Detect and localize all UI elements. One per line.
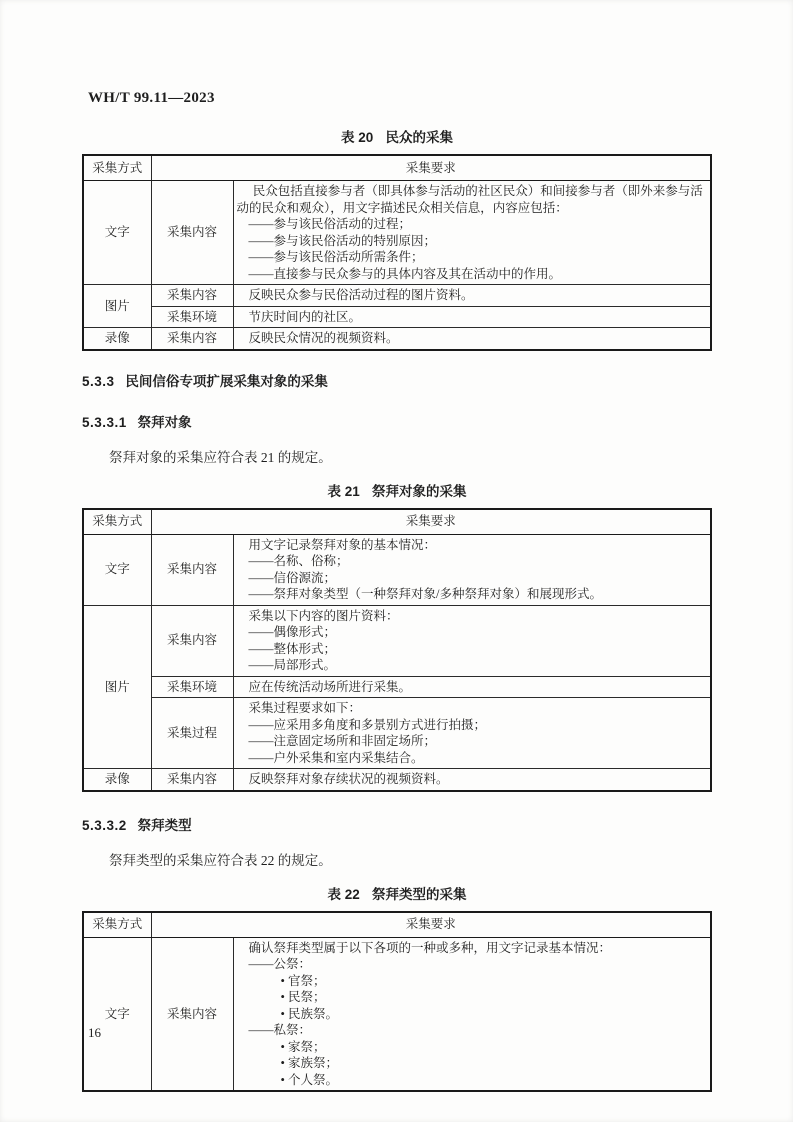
requirement-line: 反映民众参与民俗活动过程的图片资料。 bbox=[248, 288, 474, 302]
table22-title bbox=[82, 883, 712, 903]
requirement-cell bbox=[233, 181, 711, 285]
requirement-line: 用文字记录祭拜对象的基本情况： bbox=[248, 537, 437, 552]
table22-header-row bbox=[83, 912, 711, 938]
requirement-cell bbox=[233, 605, 711, 676]
method-cell: 文字 bbox=[83, 937, 151, 1091]
table22 bbox=[82, 911, 712, 1093]
section-heading-5-3-3 bbox=[82, 370, 712, 390]
table-row bbox=[83, 698, 711, 769]
section-title: 民间信俗专项扩展采集对象的采集 bbox=[125, 373, 328, 389]
requirement-line: • 家祭； bbox=[280, 1039, 326, 1054]
aspect-cell: 采集内容 bbox=[151, 181, 233, 285]
method-cell: 录像 bbox=[83, 769, 151, 791]
aspect-cell: 采集内容 bbox=[151, 937, 233, 1091]
requirement-line: 节庆时间内的社区。 bbox=[248, 309, 362, 324]
section-number: 5.3.3.1 bbox=[82, 414, 127, 430]
requirement-cell bbox=[233, 328, 711, 350]
requirement-cell bbox=[233, 306, 711, 328]
requirement-line: 民众包括直接参与者（即具体参与活动的社区民众）和间接参与者（即外来参与活动的民众和观众），用文字描述民众相关信息，内容应包括： bbox=[236, 184, 703, 215]
requirement-cell bbox=[233, 937, 711, 1091]
table-row bbox=[83, 328, 711, 350]
table20 bbox=[82, 154, 712, 351]
table22-header-requirement: 采集要求 bbox=[151, 912, 711, 938]
requirement-cell bbox=[233, 769, 711, 791]
requirement-line: ——名称、俗称； bbox=[248, 554, 349, 568]
requirement-line: • 官祭； bbox=[280, 973, 326, 988]
table-row bbox=[83, 285, 711, 307]
aspect-cell: 采集环境 bbox=[151, 676, 233, 698]
method-cell: 文字 bbox=[83, 181, 151, 285]
requirement-line: 采集以下内容的图片资料： bbox=[248, 608, 399, 623]
standard-number: WH/T 99.11—2023 bbox=[88, 90, 215, 106]
method-cell: 图片 bbox=[83, 285, 151, 328]
requirement-line: ——参与该民俗活动的过程； bbox=[248, 217, 412, 231]
requirement-line: ——整体形式； bbox=[248, 641, 337, 656]
requirement-line: ——偶像形式； bbox=[248, 625, 337, 639]
section-number: 5.3.3 bbox=[82, 373, 115, 389]
aspect-cell: 采集过程 bbox=[151, 698, 233, 769]
aspect-cell: 采集内容 bbox=[151, 328, 233, 350]
table-row bbox=[83, 534, 711, 605]
requirement-line: ——注意固定场所和非固定场所； bbox=[248, 734, 437, 748]
table21-header-method: 采集方式 bbox=[83, 509, 151, 535]
table22-title-name: 祭拜类型的采集 bbox=[371, 886, 467, 902]
method-cell: 文字 bbox=[83, 534, 151, 605]
table-row bbox=[83, 306, 711, 328]
section-heading-5-3-3-2 bbox=[82, 814, 712, 834]
requirement-line: ——公祭： bbox=[248, 957, 312, 971]
table21-title bbox=[82, 480, 712, 500]
requirement-line: ——私祭： bbox=[248, 1023, 312, 1037]
table21-header-row bbox=[83, 509, 711, 535]
aspect-cell: 采集内容 bbox=[151, 285, 233, 307]
table22-title-label: 表 22 bbox=[327, 886, 360, 902]
requirement-line: ——局部形式。 bbox=[248, 658, 337, 672]
table20-header-method: 采集方式 bbox=[83, 155, 151, 181]
body-paragraph: 祭拜类型的采集应符合表 22 的规定。 bbox=[109, 852, 332, 868]
section-number: 5.3.3.2 bbox=[82, 817, 127, 833]
table22-header-method: 采集方式 bbox=[83, 912, 151, 938]
table20-title-label: 表 20 bbox=[341, 130, 374, 145]
requirement-line: 采集过程要求如下： bbox=[248, 701, 362, 715]
table20-title-name: 民众的采集 bbox=[385, 130, 453, 145]
method-cell: 录像 bbox=[83, 328, 151, 350]
requirement-line: ——户外采集和室内采集结合。 bbox=[248, 750, 424, 765]
section-heading-5-3-3-1 bbox=[82, 411, 712, 431]
table20-title bbox=[82, 126, 712, 146]
requirement-line: ——直接参与民众参与的具体内容及其在活动中的作用。 bbox=[248, 266, 562, 281]
requirement-line: 反映祭拜对象存续状况的视频资料。 bbox=[248, 772, 449, 786]
requirement-line: 反映民众情况的视频资料。 bbox=[248, 331, 399, 345]
table-row bbox=[83, 937, 711, 1091]
table-row bbox=[83, 676, 711, 698]
page-number: 16 bbox=[88, 1025, 101, 1040]
table20-header-requirement: 采集要求 bbox=[151, 155, 711, 181]
requirement-cell bbox=[233, 285, 711, 307]
requirement-line: • 个人祭。 bbox=[280, 1072, 339, 1087]
section-title: 祭拜对象 bbox=[137, 414, 192, 430]
requirement-line: 应在传统活动场所进行采集。 bbox=[248, 679, 412, 694]
requirement-line: • 民祭； bbox=[280, 990, 326, 1004]
requirement-line: ——参与该民俗活动所需条件； bbox=[248, 250, 424, 264]
requirement-line: • 民族祭。 bbox=[280, 1006, 339, 1021]
requirement-line: ——信俗源流； bbox=[248, 570, 337, 585]
table-row bbox=[83, 605, 711, 676]
requirement-line: ——祭拜对象类型（一种祭拜对象/多种祭拜对象）和展现形式。 bbox=[248, 587, 602, 601]
section-title: 祭拜类型 bbox=[137, 817, 192, 833]
requirement-line: ——应采用多角度和多景别方式进行拍摄； bbox=[248, 717, 487, 732]
table21-title-name: 祭拜对象的采集 bbox=[371, 483, 467, 499]
body-paragraph: 祭拜对象的采集应符合表 21 的规定。 bbox=[109, 449, 332, 465]
table-row bbox=[83, 181, 711, 285]
requirement-line: 确认祭拜类型属于以下各项的一种或多种，用文字记录基本情况： bbox=[248, 940, 612, 955]
requirement-cell bbox=[233, 698, 711, 769]
requirement-line: ——参与该民俗活动的特别原因； bbox=[248, 233, 437, 248]
table21-header-requirement: 采集要求 bbox=[151, 509, 711, 535]
aspect-cell: 采集内容 bbox=[151, 534, 233, 605]
table21 bbox=[82, 508, 712, 792]
requirement-cell bbox=[233, 534, 711, 605]
table21-title-label: 表 21 bbox=[327, 483, 360, 499]
aspect-cell: 采集内容 bbox=[151, 769, 233, 791]
requirement-cell bbox=[233, 676, 711, 698]
aspect-cell: 采集环境 bbox=[151, 306, 233, 328]
method-cell: 图片 bbox=[83, 605, 151, 769]
aspect-cell: 采集内容 bbox=[151, 605, 233, 676]
table20-header-row bbox=[83, 155, 711, 181]
requirement-line: • 家族祭； bbox=[280, 1056, 339, 1070]
table-row bbox=[83, 769, 711, 791]
